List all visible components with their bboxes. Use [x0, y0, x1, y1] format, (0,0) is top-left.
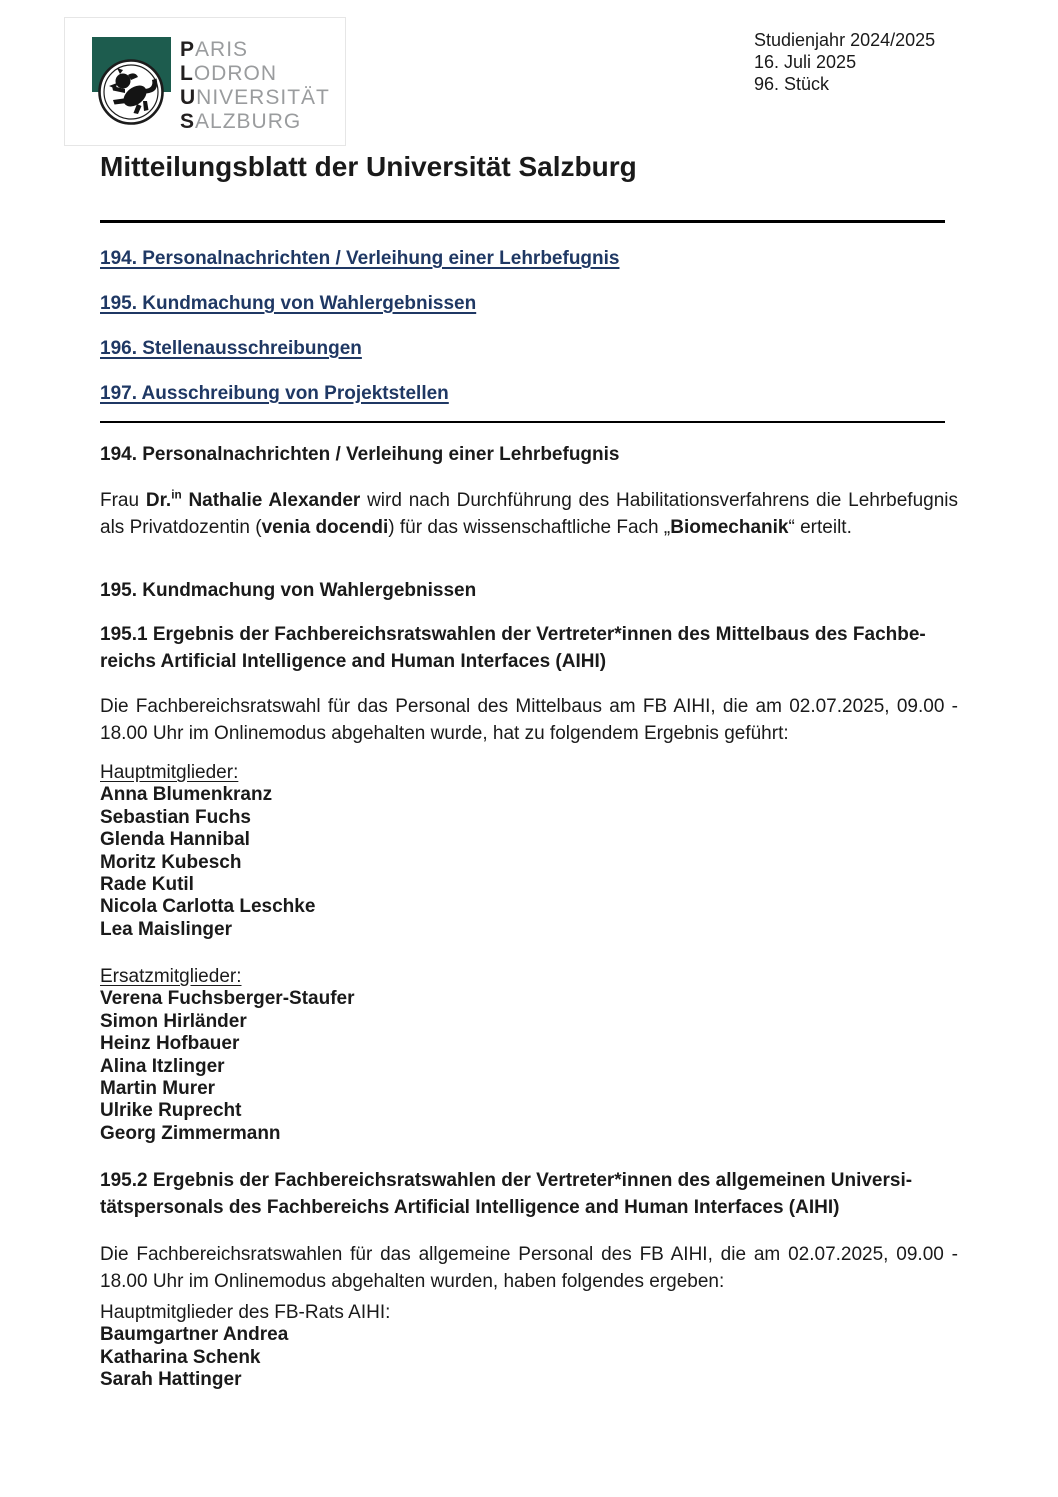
logo-line-universitaet	[180, 86, 330, 110]
logo-rest: ODRON	[193, 62, 277, 85]
fb-rat-members-label: Hauptmitglieder des FB-Rats AIHI:	[100, 1302, 391, 1323]
member-name: Sebastian Fuchs	[100, 806, 251, 828]
divider-top	[100, 220, 945, 223]
member-name: Baumgartner Andrea	[100, 1324, 289, 1346]
logo-initial: U	[180, 86, 197, 109]
logo-line-paris	[180, 38, 330, 62]
member-name: Sarah Hattinger	[100, 1369, 242, 1391]
member-name: Rade Kutil	[100, 874, 194, 896]
substitute-members-list	[100, 988, 958, 1145]
substitute-members-group	[100, 966, 958, 1145]
logo-wordmark	[180, 38, 330, 134]
member-name: Glenda Hannibal	[100, 829, 250, 851]
section-194-paragraph: Frau Dr.$^{in}$ Nathalie Alexander wird nach Durchführung des Habilitationsverfahrens die Lehrbefugnis als Privatdozentin (venia docendi) für das wissenschaftliche Fach „Biomechanik“ erteilt.	[100, 488, 958, 538]
member-name: Martin Murer	[100, 1078, 216, 1100]
member-name: Alina Itzlinger	[100, 1055, 225, 1077]
logo-rest: ALZBURG	[195, 110, 302, 133]
logo-line-salzburg	[180, 110, 330, 134]
member-name: Lea Maislinger	[100, 918, 232, 940]
main-members-label: Hauptmitglieder:	[100, 762, 239, 783]
member-name: Katharina Schenk	[100, 1346, 261, 1368]
university-crest-icon	[92, 37, 172, 125]
section-194-heading: 194. Personalnachrichten / Verleihung einer Lehrbefugnis	[100, 444, 620, 465]
issue-metadata	[754, 29, 935, 95]
study-year: Studienjahr 2024/2025	[754, 30, 936, 50]
toc-link-197[interactable]: 197. Ausschreibung von Projektstellen	[100, 383, 449, 404]
member-name: Georg Zimmermann	[100, 1122, 281, 1144]
section-195-heading: 195. Kundmachung von Wahlergebnissen	[100, 580, 477, 601]
main-members-list	[100, 784, 958, 941]
toc-link-196[interactable]: 196. Stellenausschreibungen	[100, 338, 362, 359]
member-name: Moritz Kubesch	[100, 851, 242, 873]
logo-rest: NIVERSITÄT	[196, 86, 330, 109]
member-name: Heinz Hofbauer	[100, 1033, 240, 1055]
substitute-members-label: Ersatzmitglieder:	[100, 966, 242, 987]
table-of-contents	[100, 247, 958, 427]
section-195-2-heading: 195.2 Ergebnis der Fachbereichsratswahlen der Vertreter*innen des allgemeinen Universi- tätspersonals des Fachbereichs Artificial Intelligence and Human Interfaces (AIHI)	[100, 1170, 913, 1218]
issue-number: 96. Stück	[754, 74, 830, 94]
university-logo	[64, 17, 346, 146]
logo-initial: S	[180, 110, 196, 133]
logo-line-lodron	[180, 62, 330, 86]
toc-link-194[interactable]: 194. Personalnachrichten / Verleihung einer Lehrbefugnis	[100, 248, 620, 269]
fb-rat-members-list	[100, 1324, 958, 1391]
logo-initial: P	[180, 38, 196, 61]
page-title: Mitteilungsblatt der Universität Salzburg	[100, 151, 637, 182]
fb-rat-members-group	[100, 1302, 958, 1392]
section-195-2-paragraph: Die Fachbereichsratswahlen für das allgemeine Personal des FB AIHI, die am 02.07.2025, 09.00 - 18.00 Uhr im Onlinemodus abgehalten wurden, haben folgendes ergeben:	[100, 1244, 958, 1292]
toc-link-195[interactable]: 195. Kundmachung von Wahlergebnissen	[100, 293, 477, 314]
issue-date: 16. Juli 2025	[754, 52, 857, 72]
section-195-1-heading: 195.1 Ergebnis der Fachbereichsratswahlen der Vertreter*innen des Mittelbaus des Fachbe- reichs Artificial Intelligence and Human Interfaces (AIHI)	[100, 624, 926, 672]
member-name: Simon Hirländer	[100, 1010, 247, 1032]
member-name: Anna Blumenkranz	[100, 784, 273, 806]
logo-rest: ARIS	[195, 38, 249, 61]
member-name: Nicola Carlotta Leschke	[100, 896, 316, 918]
main-members-group	[100, 762, 958, 941]
logo-initial: L	[180, 62, 194, 85]
member-name: Ulrike Ruprecht	[100, 1100, 242, 1122]
divider-toc-bottom	[100, 421, 945, 423]
section-195-1-paragraph: Die Fachbereichsratswahl für das Personal des Mittelbaus am FB AIHI, die am 02.07.2025, 09.00 - 18.00 Uhr im Onlinemodus abgehalten wurde, hat zu folgendem Ergebnis geführt:	[100, 696, 958, 744]
member-name: Verena Fuchsberger-Staufer	[100, 988, 355, 1010]
